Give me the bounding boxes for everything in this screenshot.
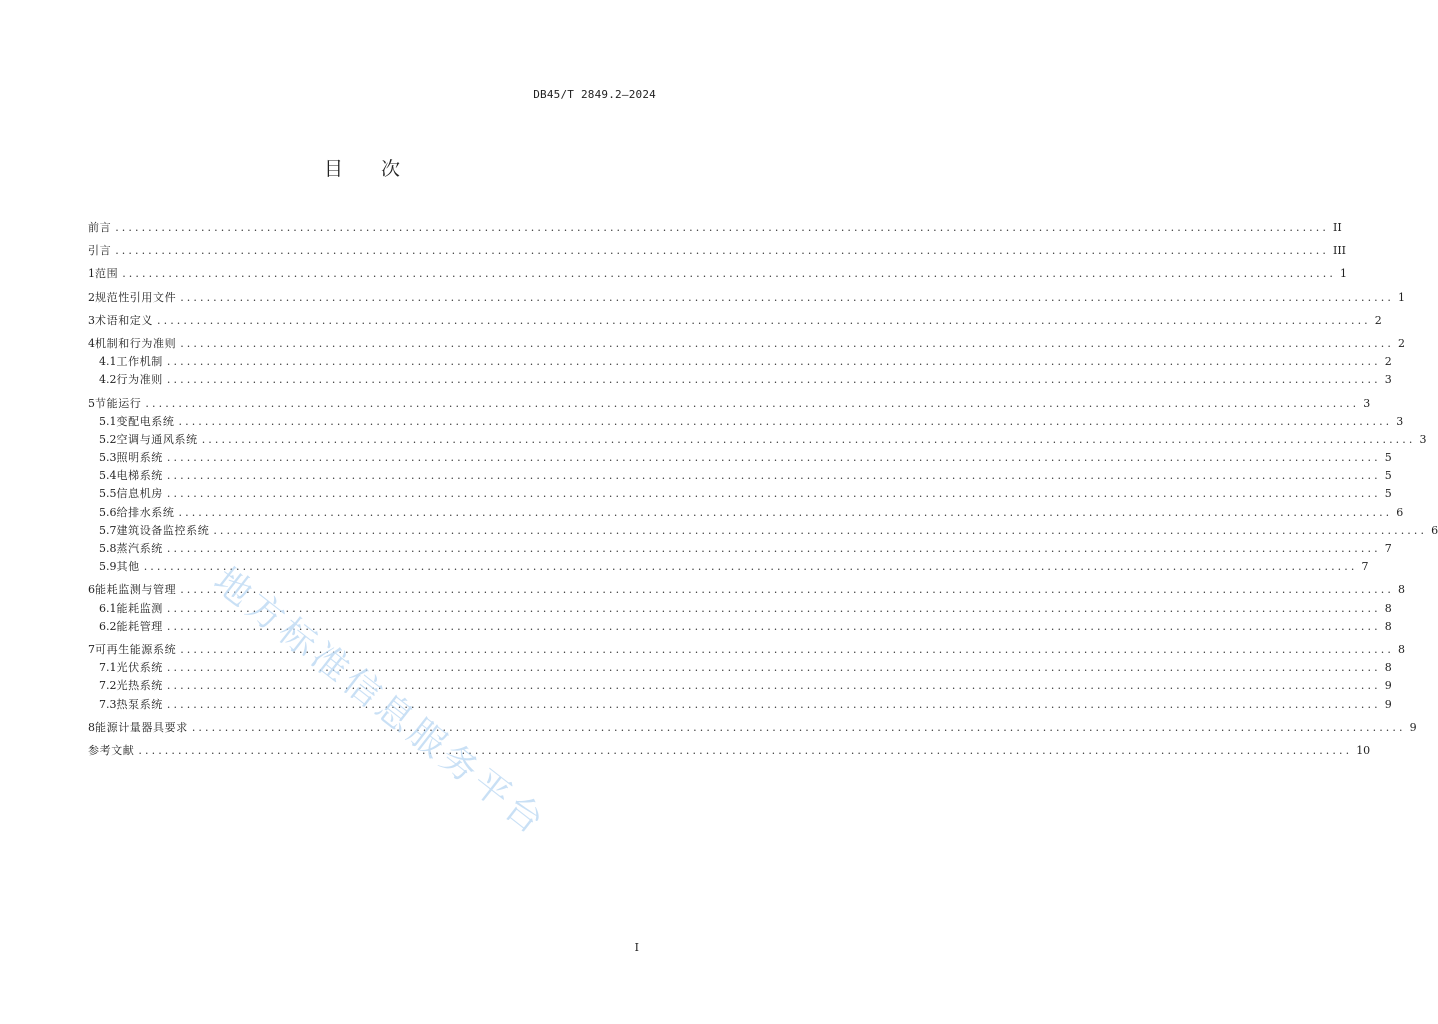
toc-entry-number: 6 [88, 583, 95, 597]
toc-entry-number: 2 [88, 290, 95, 304]
page-number: I [634, 941, 639, 954]
toc-entry[interactable] [88, 431, 1427, 449]
toc-entry[interactable] [88, 449, 1392, 467]
toc-entry-page: 8 [1384, 601, 1392, 615]
toc-leader-dots: ........................................................................................................................................................................................ [166, 373, 1381, 387]
toc-entry-title: 能耗监测与管理 [95, 583, 177, 597]
toc-entry-page: II [1332, 221, 1342, 234]
toc-entry-page: 7 [1384, 542, 1392, 555]
toc-entry[interactable] [88, 540, 1392, 558]
toc-entry-title: 节能运行 [95, 396, 142, 410]
toc-entry-title: 热泵系统 [116, 697, 163, 711]
toc-entry-page: 9 [1384, 679, 1392, 693]
toc-leader-dots: ........................................................................................................................................................................................ [166, 487, 1381, 501]
toc-entry[interactable] [88, 335, 1405, 353]
toc-entry-number: 7 [88, 642, 95, 656]
toc-entry-title: 给排水系统 [116, 505, 175, 519]
table-of-contents [88, 219, 1438, 760]
toc-entry-page: 10 [1356, 743, 1371, 757]
toc-entry-title: 工作机制 [116, 355, 163, 369]
toc-entry-title: 术语和定义 [95, 313, 153, 327]
toc-leader-dots: ........................................................................................................................................................................................ [166, 355, 1381, 369]
toc-entry-page: 5 [1384, 469, 1392, 483]
toc-entry-page: 3 [1384, 373, 1392, 387]
toc-leader-dots: ........................................................................................................................................................................................ [145, 396, 1360, 410]
toc-entry-page: 2 [1397, 336, 1405, 350]
toc-entry-number: 5.9 [99, 560, 117, 574]
toc-entry-title: 其他 [116, 560, 140, 574]
toc-entry-title: 参考文献 [88, 743, 135, 757]
toc-leader-dots: ........................................................................................................................................................................................ [213, 523, 1428, 537]
toc-entry-page: III [1332, 244, 1347, 258]
toc-entry-number: 4.2 [99, 373, 117, 387]
toc-entry-title: 引言 [88, 244, 112, 258]
toc-entry-title: 能耗管理 [116, 619, 163, 633]
toc-entry[interactable] [88, 485, 1392, 503]
toc-entry-title: 能源计量器具要求 [95, 720, 188, 734]
toc-entry-page: 1 [1397, 290, 1405, 304]
toc-entry-page: 1 [1339, 267, 1347, 281]
toc-entry-number: 1 [88, 267, 95, 281]
toc-entry[interactable] [88, 696, 1392, 714]
toc-entry[interactable] [88, 600, 1392, 618]
toc-entry-page: 6 [1431, 523, 1438, 537]
toc-entry-number: 5.1 [99, 414, 117, 428]
toc-entry-number: 5 [88, 396, 95, 410]
toc-leader-dots: ........................................................................................................................................................................................ [180, 583, 1394, 597]
toc-leader-dots: ........................................................................................................................................................................................ [115, 244, 1329, 258]
toc-entry[interactable] [88, 413, 1404, 431]
toc-entry[interactable] [88, 558, 1369, 576]
toc-leader-dots: ........................................................................................................................................................................................ [143, 560, 1358, 574]
toc-entry-page: 3 [1396, 414, 1404, 428]
toc-entry-title: 电梯系统 [116, 469, 163, 483]
toc-entry-title: 变配电系统 [116, 414, 175, 428]
toc-entry-number: 8 [88, 720, 95, 734]
toc-leader-dots: ........................................................................................................................................................................................ [166, 697, 1381, 711]
toc-entry-title: 范围 [95, 267, 119, 281]
toc-entry[interactable] [88, 312, 1382, 330]
toc-leader-dots: ........................................................................................................................................................................................ [122, 267, 1336, 281]
toc-entry-title: 行为准则 [116, 373, 163, 387]
toc-entry[interactable] [88, 719, 1417, 737]
toc-leader-dots: ........................................................................................................................................................................................ [166, 679, 1381, 693]
toc-leader-dots: ........................................................................................................................................................................................ [180, 642, 1394, 656]
toc-leader-dots: ........................................................................................................................................................................................ [166, 601, 1381, 615]
toc-leader-dots: ........................................................................................................................................................................................ [180, 290, 1394, 304]
watermark: 地方标准信息服务平台 [205, 559, 555, 845]
toc-entry[interactable] [88, 659, 1392, 677]
toc-entry-title: 前言 [88, 221, 112, 234]
toc-leader-dots: ........................................................................................................................................................................................ [180, 336, 1394, 350]
toc-entry-title: 蒸汽系统 [116, 542, 163, 555]
toc-entry[interactable] [88, 242, 1347, 260]
toc-leader-dots: ........................................................................................................................................................................................ [191, 720, 1406, 734]
toc-entry-page: 8 [1397, 642, 1405, 656]
toc-entry-page: 9 [1409, 720, 1417, 734]
toc-entry-page: 2 [1384, 355, 1392, 369]
toc-entry-number: 7.2 [99, 679, 117, 693]
toc-entry[interactable] [88, 581, 1405, 599]
toc-entry-number: 5.2 [99, 432, 117, 446]
toc-leader-dots: ........................................................................................................................................................................................ [166, 542, 1381, 555]
toc-entry[interactable] [88, 677, 1392, 695]
toc-entry[interactable] [88, 265, 1347, 283]
toc-entry[interactable] [88, 504, 1404, 522]
toc-leader-dots: ........................................................................................................................................................................................ [166, 661, 1381, 675]
toc-entry-title: 信息机房 [116, 487, 163, 501]
toc-entry-page: 8 [1384, 661, 1392, 675]
toc-entry-title: 空调与通风系统 [116, 432, 198, 446]
toc-leader-dots: ........................................................................................................................................................................................ [157, 313, 1371, 327]
toc-entry[interactable] [88, 641, 1405, 659]
toc-entry-page: 5 [1384, 451, 1392, 465]
toc-leader-dots: ........................................................................................................................................................................................ [178, 505, 1393, 519]
toc-entry-page: 3 [1419, 432, 1427, 446]
toc-entry-number: 5.8 [99, 542, 117, 555]
toc-entry-title: 建筑设备监控系统 [116, 523, 210, 537]
toc-entry-title: 光热系统 [116, 679, 163, 693]
toc-leader-dots: ........................................................................................................................................................................................ [166, 451, 1381, 465]
document-code: DB45/T 2849.2—2024 [533, 88, 656, 101]
toc-entry-number: 5.3 [99, 451, 117, 465]
toc-entry[interactable] [88, 395, 1371, 413]
toc-entry-page: 3 [1363, 396, 1371, 410]
toc-entry[interactable] [88, 742, 1371, 760]
toc-leader-dots: ........................................................................................................................................................................................ [201, 432, 1416, 446]
toc-entry-number: 5.7 [99, 523, 117, 537]
toc-entry-title: 能耗监测 [116, 601, 163, 615]
toc-entry[interactable] [88, 522, 1438, 540]
toc-entry-number: 7.3 [99, 697, 117, 711]
toc-entry[interactable] [88, 353, 1392, 371]
toc-entry[interactable] [88, 289, 1405, 307]
toc-entry-number: 5.5 [99, 487, 117, 501]
toc-entry-title: 规范性引用文件 [95, 290, 177, 304]
toc-entry-page: 7 [1361, 560, 1369, 574]
toc-leader-dots: ........................................................................................................................................................................................ [115, 221, 1329, 234]
toc-entry-page: 8 [1397, 583, 1405, 597]
toc-leader-dots: ........................................................................................................................................................................................ [166, 619, 1381, 633]
toc-leader-dots: ........................................................................................................................................................................................ [178, 414, 1393, 428]
toc-entry[interactable] [88, 618, 1392, 636]
toc-entry-page: 6 [1396, 505, 1404, 519]
toc-entry-title: 光伏系统 [116, 661, 163, 675]
toc-leader-dots: ........................................................................................................................................................................................ [138, 743, 1353, 757]
toc-entry[interactable] [88, 219, 1342, 237]
toc-entry-number: 5.6 [99, 505, 117, 519]
toc-leader-dots: ........................................................................................................................................................................................ [166, 469, 1381, 483]
toc-entry-title: 照明系统 [116, 451, 163, 465]
toc-entry-number: 4 [88, 336, 95, 350]
toc-entry-number: 7.1 [99, 661, 117, 675]
toc-entry-number: 5.4 [99, 469, 117, 483]
toc-entry-number: 3 [88, 313, 95, 327]
toc-entry[interactable] [88, 467, 1392, 485]
toc-entry-page: 8 [1384, 619, 1392, 633]
toc-entry-page: 5 [1384, 487, 1392, 501]
toc-entry-title: 可再生能源系统 [95, 642, 177, 656]
toc-entry-title: 机制和行为准则 [95, 336, 177, 350]
toc-entry-page: 9 [1384, 697, 1392, 711]
toc-entry-page: 2 [1374, 313, 1382, 327]
toc-entry-number: 6.2 [99, 619, 117, 633]
toc-entry-number: 4.1 [99, 355, 117, 369]
page-title: 目 次 [323, 158, 417, 180]
toc-entry[interactable] [88, 371, 1392, 389]
toc-entry-number: 6.1 [99, 601, 117, 615]
